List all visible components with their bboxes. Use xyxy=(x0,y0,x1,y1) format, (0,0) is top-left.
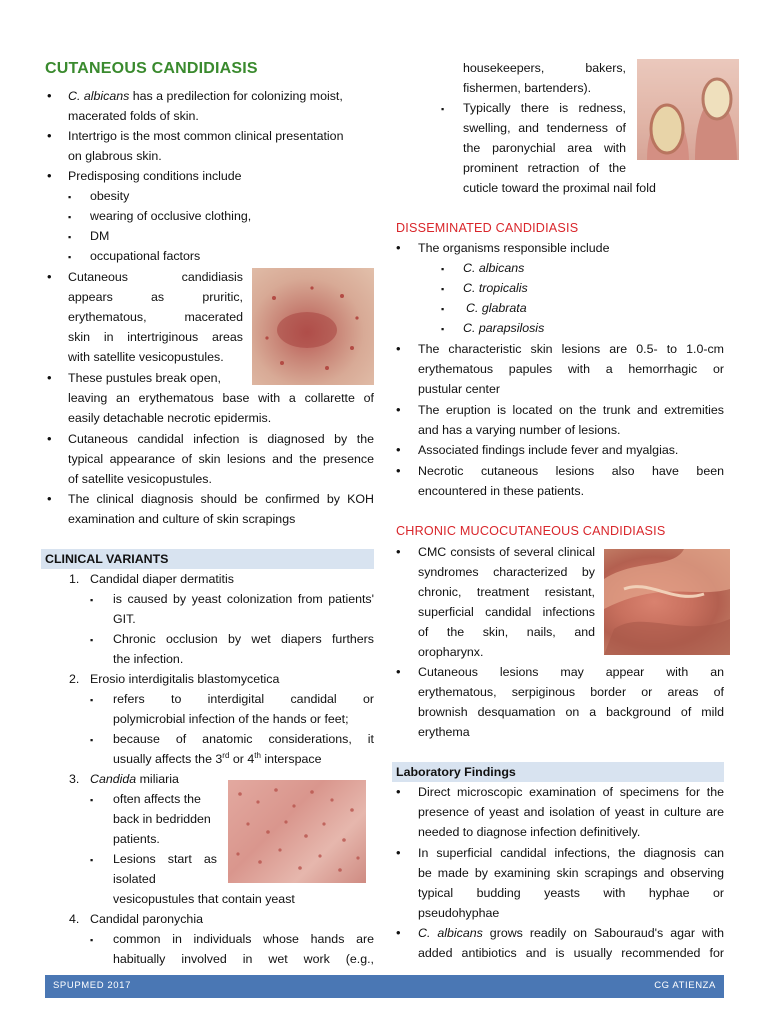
bullet-text-5-rest: leaving an erythematous base with a collarette of easily detachable necrotic epidermis. xyxy=(68,391,374,425)
variant-title: Erosio interdigitalis blastomycetica xyxy=(90,672,280,686)
skin-lesion-image xyxy=(604,549,730,655)
page-footer xyxy=(45,975,724,998)
paronychia-nail-photo xyxy=(637,59,739,160)
organism-item: C. parapsilosis xyxy=(463,321,545,335)
lab-findings-heading: Laboratory Findings xyxy=(392,762,724,782)
bullet-text-4: Cutaneous candidiasis appears as pruritic, erythematous, macerated skin in intertriginous areas with satellite vesicopustules. xyxy=(68,270,243,364)
square-bullet: ▪ xyxy=(90,735,94,745)
bullet-text-7: The clinical diagnosis should be confirmed by KOH examination and culture of skin scrapings xyxy=(68,492,374,526)
bullet-text-3: Predisposing conditions include xyxy=(68,169,242,183)
intertrigo-skin-photo xyxy=(252,268,374,385)
bullet: • xyxy=(396,544,401,559)
bullet-text-5-line1: These pustules break open, xyxy=(68,371,221,385)
organisms-intro: The organisms responsible include xyxy=(418,241,610,255)
variant-number: 1. xyxy=(69,572,80,586)
lab-superficial: In superficial candidal infections, the diagnosis can be made by examining skin scrapings and observing typical budding yeasts with hyphae or pseudohyphae xyxy=(418,846,724,920)
square-bullet: ▪ xyxy=(441,284,445,294)
paronychia-typically: Typically there is redness, swelling, and tenderness of the paronychial area with prominent retraction of the cuticle toward the proximal nail fold xyxy=(463,101,656,195)
square-bullet: ▪ xyxy=(90,635,94,645)
variant-3-point-b: Lesions start as isolated vesicopustules that contain yeast xyxy=(113,852,295,906)
square-bullet: ▪ xyxy=(90,935,94,945)
bullet: • xyxy=(47,269,52,284)
bullet: • xyxy=(396,402,401,417)
organism-item: C. glabrata xyxy=(466,301,527,315)
footer-left: SPUPMED 2017 xyxy=(53,980,131,991)
bullet: • xyxy=(396,784,401,799)
variant-title: Candidal diaper dermatitis xyxy=(90,572,234,586)
square-bullet: ▪ xyxy=(68,232,72,242)
bullet: • xyxy=(396,664,401,679)
bullet: • xyxy=(396,442,401,457)
disseminated-findings: Associated findings include fever and myalgias. xyxy=(418,443,679,457)
variant-number: 3. xyxy=(69,772,80,786)
variant-2-point-b: because of anatomic considerations, it usually affects the 3rd or 4th interspace xyxy=(113,732,374,766)
bullet: • xyxy=(396,845,401,860)
square-bullet: ▪ xyxy=(68,252,72,262)
disseminated-lesions: The characteristic skin lesions are 0.5- to 1.0-cm erythematous papules with a hemorrhagic or pustular center xyxy=(418,342,724,396)
square-bullet: ▪ xyxy=(68,212,72,222)
predisposing-item: DM xyxy=(90,229,110,243)
page-title: CUTANEOUS CANDIDIASIS xyxy=(45,60,258,77)
square-bullet: ▪ xyxy=(90,855,94,865)
bullet: • xyxy=(396,341,401,356)
nail-image xyxy=(637,59,739,160)
disseminated-heading: DISSEMINATED CANDIDIASIS xyxy=(396,221,579,235)
square-bullet: ▪ xyxy=(90,695,94,705)
bullet: • xyxy=(47,370,52,385)
variant-2-point-a: refers to interdigital candidal or polymicrobial infection of the hands or feet; xyxy=(113,692,374,726)
cmc-lesions: Cutaneous lesions may appear with an erythematous, serpiginous border or areas of brownish desquamation on a background of mild erythema xyxy=(418,665,724,739)
bullet: • xyxy=(47,491,52,506)
square-bullet: ▪ xyxy=(441,324,445,334)
square-bullet: ▪ xyxy=(441,304,445,314)
variant-title: Candida miliaria xyxy=(90,772,179,786)
variant-1-point-a: is caused by yeast colonization from patients' GIT. xyxy=(113,592,374,626)
skin-lesion-image xyxy=(252,268,374,385)
square-bullet: ▪ xyxy=(90,595,94,605)
variant-number: 4. xyxy=(69,912,80,926)
miliaria-back-photo xyxy=(228,780,366,883)
lab-direct-microscopic: Direct microscopic examination of specimens for the presence of yeast and isolation of yeast in culture are needed to diagnose infection definitively. xyxy=(418,785,724,839)
bullet-text-6: Cutaneous candidal infection is diagnosed by the typical appearance of skin lesions and the presence of satellite vesicopustules. xyxy=(68,432,374,486)
cmc-description: CMC consists of several clinical syndromes characterized by chronic, treatment resistant, superficial candidal infections of the skin, nails, and oropharynx. xyxy=(418,545,595,659)
disseminated-necrotic: Necrotic cutaneous lesions also have been encountered in these patients. xyxy=(418,464,724,498)
disseminated-eruption: The eruption is located on the trunk and extremities and has a varying number of lesions. xyxy=(418,403,724,437)
variant-title: Candidal paronychia xyxy=(90,912,203,926)
predisposing-item: occupational factors xyxy=(90,249,201,263)
paronychia-continued: housekeepers, bakers, fishermen, bartenders). xyxy=(463,61,626,95)
predisposing-item: obesity xyxy=(90,189,130,203)
variant-4-point-a: common in individuals whose hands are habitually involved in wet work (e.g., xyxy=(113,932,374,966)
lab-sabouraud: C. albicans grows readily on Sabouraud's agar with added antibiotics and is usually recommended for xyxy=(418,926,725,960)
cmc-skin-photo xyxy=(604,549,730,655)
variant-3-point-a: often affects the back in bedridden patients. xyxy=(113,792,211,846)
bullet: • xyxy=(47,128,52,143)
skin-lesion-image xyxy=(228,780,366,883)
organism-item: C. albicans xyxy=(463,261,525,275)
square-bullet: ▪ xyxy=(441,104,445,114)
variant-number: 2. xyxy=(69,672,80,686)
bullet: • xyxy=(396,925,401,940)
square-bullet: ▪ xyxy=(68,192,72,202)
footer-right: CG ATIENZA xyxy=(654,980,716,991)
bullet-text-2: Intertrigo is the most common clinical presentation on glabrous skin. xyxy=(68,129,344,163)
bullet: • xyxy=(47,168,52,183)
bullet-text-1: C. albicans has a predilection for colonizing moist, macerated folds of skin. xyxy=(68,89,343,123)
bullet: • xyxy=(47,88,52,103)
variant-1-point-b: Chronic occlusion by wet diapers furthers the infection. xyxy=(113,632,374,666)
clinical-variants-heading: CLINICAL VARIANTS xyxy=(41,549,374,569)
bullet: • xyxy=(396,240,401,255)
organism-item: C. tropicalis xyxy=(463,281,528,295)
cmc-heading: CHRONIC MUCOCUTANEOUS CANDIDIASIS xyxy=(396,524,666,538)
square-bullet: ▪ xyxy=(441,264,445,274)
bullet: • xyxy=(396,463,401,478)
square-bullet: ▪ xyxy=(90,795,94,805)
bullet: • xyxy=(47,431,52,446)
predisposing-item: wearing of occlusive clothing, xyxy=(90,209,252,223)
